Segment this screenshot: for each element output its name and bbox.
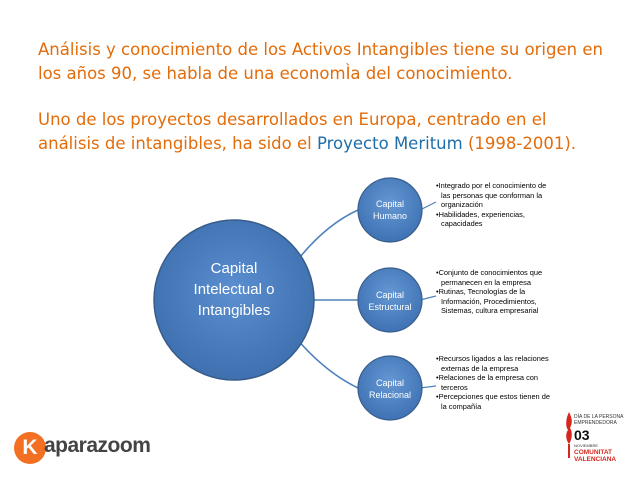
node-label-estructural-line-1: Capital xyxy=(375,290,404,300)
bullets-humano xyxy=(436,181,554,229)
intro-paragraph-1: Análisis y conocimiento de los Activos Intangibles tiene su origen en los años 90, se habla de una economÌa del conocimiento. xyxy=(38,40,603,83)
kaparazoom-k-badge: K xyxy=(14,432,46,464)
center-label-line-2: Intelectual o xyxy=(193,281,275,298)
project-meritum-highlight: Proyecto Meritum xyxy=(316,134,463,153)
cv-month: NOVIEMBRE xyxy=(574,443,599,448)
center-label-line-3: Intangibles xyxy=(197,302,271,319)
bullet-item: • Habilidades, experiencias, capacidades xyxy=(436,210,554,229)
center-label xyxy=(168,258,300,321)
connector-relacional xyxy=(296,338,358,388)
node-label-humano-line-1: Capital xyxy=(375,199,404,209)
node-label-estructural xyxy=(355,289,425,313)
comunitat-valenciana-logo xyxy=(562,406,632,472)
intro-paragraph-2-end: (1998-2001). xyxy=(462,134,577,153)
cv-name-2: VALENCIANA xyxy=(574,456,617,463)
bullet-item: • Integrado por el conocimiento de las personas que conforman la organización xyxy=(436,181,554,210)
bullet-item: • Percepciones que estos tienen de la compañía xyxy=(436,392,554,411)
flame-icon xyxy=(564,410,574,460)
cv-line-2: EMPRENDEDORA xyxy=(574,420,617,426)
node-label-relacional-line-2: Relacional xyxy=(368,390,412,400)
center-label-line-1: Capital xyxy=(210,260,258,277)
node-label-estructural-line-2: Estructural xyxy=(368,302,412,312)
node-label-humano-line-2: Humano xyxy=(372,211,408,221)
node-label-relacional-line-1: Capital xyxy=(375,378,404,388)
bullets-relacional xyxy=(436,354,554,412)
bullets-estructural xyxy=(436,268,554,316)
bullet-item: • Conjunto de conocimientos que permanecen en la empresa xyxy=(436,268,554,287)
intro-paragraph-2-start: Uno de los proyectos desarrollados en Europa, centrado en el análisis de intangibles, ha sido el xyxy=(38,110,547,153)
node-label-humano xyxy=(355,198,425,222)
connector-humano xyxy=(296,210,358,262)
cv-line-1: DÍA DE LA PERSONA xyxy=(574,414,624,420)
cv-number: 03 xyxy=(574,427,590,443)
bullet-item: • Relaciones de la empresa con terceros xyxy=(436,373,554,392)
bullet-item: • Recursos ligados a las relaciones externas de la empresa xyxy=(436,354,554,373)
bullet-item: • Rutinas, Tecnologías de la Información, Procedimientos, Sistemas, cultura empresarial xyxy=(436,287,554,316)
kaparazoom-wordmark: aparazoom xyxy=(44,434,151,457)
cv-name-1: COMUNITAT xyxy=(574,449,613,456)
kaparazoom-logo xyxy=(14,432,154,464)
node-label-relacional xyxy=(355,377,425,401)
